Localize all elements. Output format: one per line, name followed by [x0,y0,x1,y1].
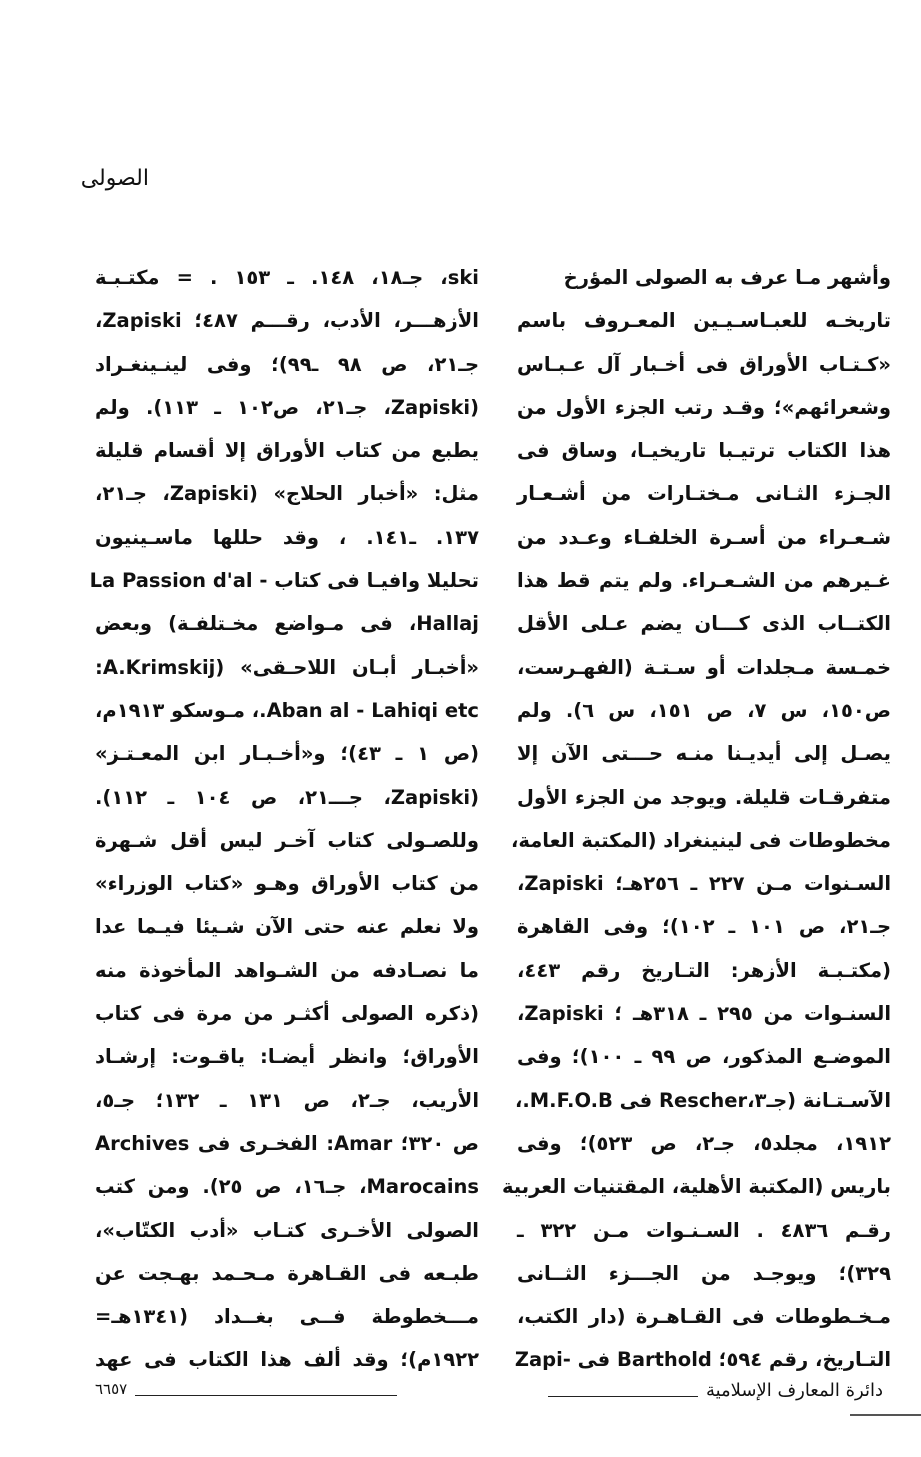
text-line: يصـل إلى أيديـنا منـه حـــتى الآن إلا [517,742,891,766]
text-line: مثل: «أخبار الحلاج» (Zapiski، جـ٢١، [95,482,479,506]
text-line: ١٩١٢، مجلد٥، جـ٢، ص ٥٢٣)؛ وفى [517,1131,891,1155]
text-line: (Zapiski، جـ٢١، ص١٠٢ ـ ١١٣). ولم [95,395,480,419]
text-line: ص ٣٢٠؛ Amar: الفخـرى فى Archives [95,1131,479,1155]
right-text-column [501,256,892,1382]
text-line: ما نصـادفه من الشـواهد المأخوذة منه [95,958,479,982]
running-header: الصولى [80,166,149,191]
text-line: «أخبـار أبـان اللاحـقى» (A.Krimskij: [95,655,479,679]
text-line: ٣٢٩)؛ ويوجـد من الجـــزء الثــانى [517,1261,891,1285]
text-line: ١٩٢٢م)؛ وقد ألف هذا الكتاب فى عهد [95,1348,479,1372]
text-line: السنـوات من ٢٩٥ ـ ٣١٨هـ ؛ Zapiski، [517,1002,892,1026]
text-line: تاريخـه للعبـاسـيـين المعـروف باسم [517,309,891,333]
footer-rule [548,1396,698,1397]
text-line: الكتــاب الذى كـــان يضم عـلى الأقل [517,612,891,636]
text-line: وأشهر مـا عرف به الصولى المؤرخ [563,266,891,289]
text-line: التـاريخ، رقم ٥٩٤؛ Barthold فى -Zapi [514,1348,891,1372]
text-line: الموضـع المذكور، ص ٩٩ ـ ١٠٠)؛ وفى [517,1045,891,1069]
text-line: تحليلا وافيـا فى كتاب - La Passion d'al [89,569,479,593]
text-line: مخطوطات فى لينينغراد (المكتبة العامة، [511,828,891,852]
text-line: طبـعه فى القـاهرة مـحـمد بهـجت عن [95,1261,479,1285]
left-text-column [89,256,480,1382]
publication-name: دائرة المعارف الإسلامية [705,1380,883,1401]
text-line: متفرقـات قليلة. ويوجد من الجزء الأول [517,785,891,809]
text-line: الجـزء الثـانى مـختـارات من أشـعـار [517,482,891,506]
footer-page [95,1380,397,1398]
text-line: ski، جـ١٨، ١٤٨. ـ ١٥٣ . = مكتـبـة [95,266,479,289]
text-line: وللصـولى كتاب آخـر ليس أقل شـهرة [95,828,479,852]
text-line: ص١٥٠، س ٧، ص ١٥١، س ٦). ولم [517,698,892,722]
text-line: مـــخطوطة فــى بغــداد (١٣٤١هـ= [95,1305,479,1329]
text-line: Hallaj، فى مـواضع مخـتلفـة) وبعض [95,612,479,636]
text-line: (ذكره الصولى أكثـر من مرة فى كتاب [95,1002,479,1026]
text-line: «كـتـاب الأوراق فى أخـبار آل عـبـاس [517,352,891,376]
footer-publication [548,1380,883,1401]
text-line: (Zapiski، جـــ٢١، ص ١٠٤ ـ ١١٢). [95,785,480,809]
text-line: وشعرائهم»؛ وقـد رتب الجزء الأول من [517,395,891,419]
text-line: (مكتـبـة الأزهر: التـاريخ رقم ٤٤٣، [517,958,891,982]
text-line: السـنوات مـن ٢٢٧ ـ ٢٥٦هـ؛ Zapiski، [517,872,891,896]
text-line: الأزهـــر، الأدب، رقـــم ٤٨٧؛ Zapiski، [95,309,479,333]
text-line: مـخـطوطات فى القـاهـرة (دار الكتب، [517,1305,891,1329]
text-line: (ص ١ ـ ٤٣)؛ و«أخـبـار ابن المعـتـز» [95,742,479,766]
text-line: ولا نعلم عنه حتى الآن شـيئا فيـما عدا [95,915,479,939]
text-line: Marocains، جـ١٦، ص ٢٥). ومن كتب [95,1175,479,1199]
text-line: الصولى الأخـرى كتـاب «أدب الكتّاب»، [95,1218,479,1242]
text-line: جـ٢١، ص ١٠١ ـ ١٠٢)؛ وفى القاهرة [517,915,891,939]
text-line: يطبع من كتاب الأوراق إلا أقسام قليلة [95,439,479,463]
text-line: خمـسة مـجلدات أو سـتـة (الفهـرست، [517,655,891,679]
page-number: ٦٦٥٧ [95,1380,128,1398]
text-line: رقـم ٤٨٣٦ . السـنـوات مـن ٣٢٢ ـ [517,1218,891,1242]
text-line: باريس (المكتبة الأهلية، المقتنيات العربية [501,1175,891,1199]
text-line: هذا الكتاب ترتيـبا تاريخيـا، وساق فى [517,439,891,463]
text-line: الأوراق؛ وانظر أيضـا: ياقـوت: إرشـاد [95,1045,479,1069]
text-line: غـيرهم من الشـعـراء. ولم يتم قط هذا [517,569,891,593]
text-line: Aban al - Lahiqi etc.، مـوسكو ١٩١٣م، [95,698,479,722]
margin-mark [850,1414,921,1416]
text-line: الأريب، جـ٢، ص ١٣١ ـ ١٣٢؛ جـ٥، [95,1088,480,1112]
text-line: من كتاب الأوراق وهـو «كتاب الوزراء» [95,872,479,896]
footer-rule [135,1395,397,1396]
text-line: الآسـتـانة (جـ٣،Rescher فى M.F.O.B.، [514,1088,891,1112]
text-line: شـعـراء من أسـرة الخلفـاء وعـدد من [517,525,891,549]
text-line: جـ٢١، ص ٩٨ ـ٩٩)؛ وفى لينـينغـراد [95,352,479,376]
text-line: ١٣٧. ـ١٤١. ، وقد حللها ماسـينيون [95,525,479,549]
